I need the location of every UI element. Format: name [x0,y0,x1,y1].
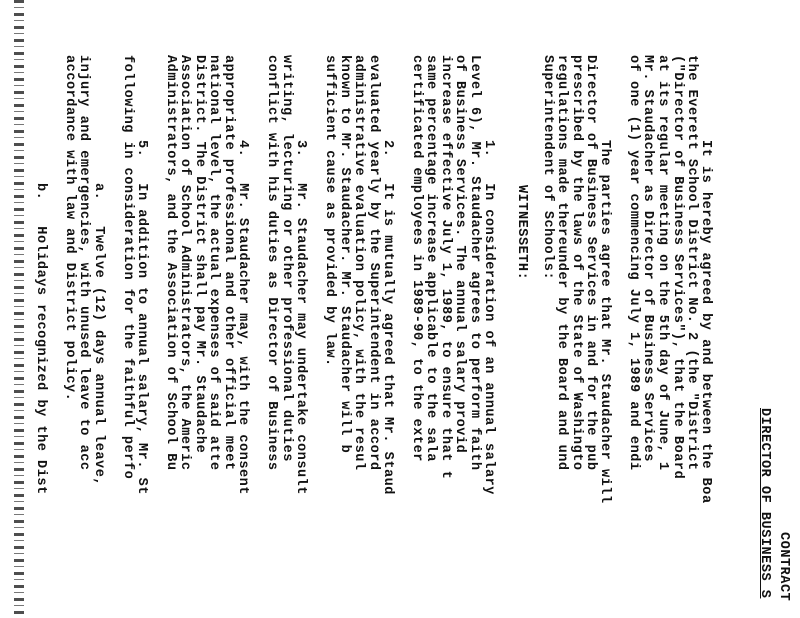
agreement-line: Director of Business Services in and for the pub [583,55,598,471]
clause-2-line: evaluated yearly by the Superintendent in accord [366,55,381,471]
clause-1-line: Level 6), Mr. Staudacher agrees to perform faith [467,55,482,471]
item-a-line: accordance with law and District policy. [62,55,77,402]
clause-3-line: conflict with his duties as Director of Business [264,55,279,471]
agreement-line: Superintendent of Schools: [540,55,555,281]
preamble-line: ("Director of Business Services"), that the Board [670,55,685,480]
clause-1-line: same percentage increase applicable to the sala [423,55,438,462]
agreement-line: The parties agree that Mr. Staudacher will [597,140,612,504]
clause-4-line: appropriate professional and other official meet [221,55,236,471]
witnesseth-heading: WITNESSETH: [514,185,529,281]
item-b-line: b. Holidays recognized by the Dist [33,183,48,495]
clause-3-line: 3. Mr. Staudacher may undertake consult [293,140,308,495]
contract-heading: CONTRACT [776,532,791,602]
clause-1-line: increase effective July 1, 1989, to ensure that t [438,55,453,480]
clause-4-line: Association of School Administrators, the Americ [177,55,192,471]
preamble-line: Mr. Staudacher as Director of Business Services [640,55,655,462]
clause-2-line: 2. It is mutually agreed that Mr. Staud [380,140,395,495]
clause-4-line: national level, the actual expenses of said atte [206,55,221,471]
clause-1-line: 1. In consideration of an annual salary [481,140,496,495]
clause-5-line: following in consideration for the faithful perfo [120,55,135,480]
item-a-line: injury and emergencies, with unused leave to acc [76,55,91,471]
preamble-line: It is hereby agreed by and between the Boa [698,140,713,504]
clause-2-line: sufficient cause as provided by law. [322,55,337,367]
clause-4-line: 4. Mr. Staudacher may, with the consent [235,140,250,495]
clause-3-line: writing, lecturing or other professional duties [279,55,294,462]
clause-4-line: District. The District shall pay Mr. Staudache [192,55,207,454]
clause-1-line: of Business Services. The annual salary provid [452,55,467,454]
clause-2-line: administrative evaluation policy, with the resul [351,55,366,471]
clause-5-line: 5. In addition to annual salary, Mr. St [134,140,149,495]
clause-1-line: certificated employees in 1989-90, to the exter [409,55,424,462]
document-title: DIRECTOR OF BUSINESS S [757,408,772,599]
preamble-line: the Everett School District No. 2 (the "District [684,55,699,471]
clause-2-line: known to Mr. Staudacher. Mr. Staudacher will b [337,55,352,454]
preamble-line: at its regular meeting on the 5th day of June, 1 [655,55,670,471]
agreement-line: regulations made thereunder by the Board and und [554,55,569,471]
preamble-line: of one (1) year commencing July 1, 1989 and endi [626,55,641,471]
agreement-line: prescribed by the laws of the State of Washingto [569,55,584,471]
item-a-line: a. Twelve (12) days annual leave, [91,183,106,487]
clause-4-line: Administrators, and the Association of School Bu [163,55,178,471]
